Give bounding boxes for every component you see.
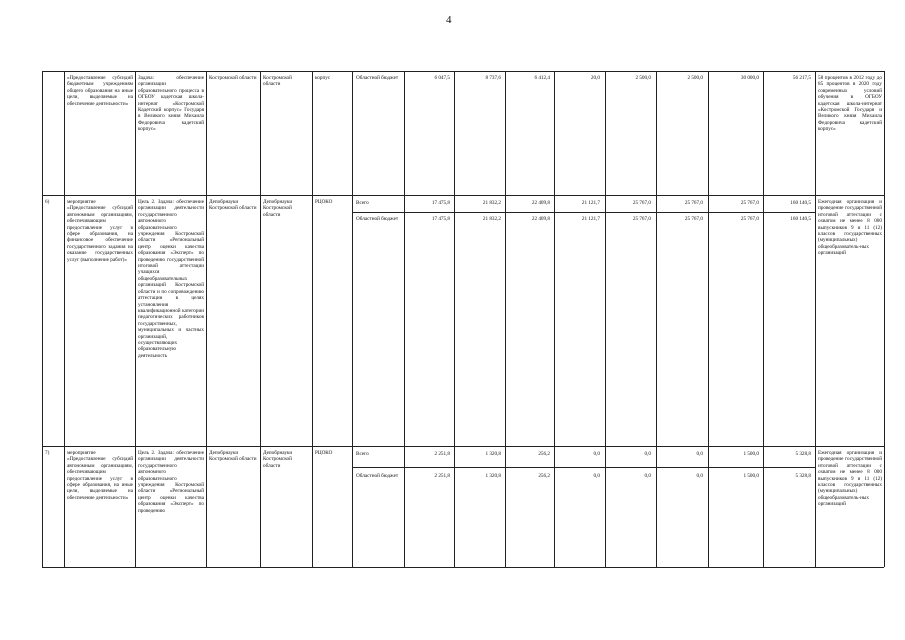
value-2013: 2 251,8 — [434, 451, 450, 457]
value-2016: 0,0 — [593, 451, 600, 457]
customer: Депобрнауки Костромской области — [209, 450, 257, 463]
executor: Костромской области — [263, 75, 292, 88]
value-2013: 17 475,8 — [431, 216, 450, 222]
value-2018: 25 767,0 — [684, 216, 703, 222]
value-2019: 1 500,0 — [743, 473, 759, 479]
value-2013: 2 251,8 — [434, 473, 450, 479]
page-number: 4 — [446, 14, 452, 26]
value-2016: 20,0 — [590, 75, 600, 81]
value-2018: 25 767,0 — [684, 200, 703, 206]
value-2017: 0,0 — [644, 451, 651, 457]
value-2019: 1 500,0 — [743, 451, 759, 457]
value-2018: 2 500,0 — [687, 75, 703, 81]
goal-task: Задача: обеспечение организации образовательного процесса в ОГБОУ кадетская школа-интернат «Костромской Кадетский корпус» Государя в Великого князя Михаила Федоровича кадетский корпус» — [138, 75, 204, 133]
goal-task: Цель 2. Задача: обеспечение организации деятельности государственного автономного образовательного учреждения Костромской области «Региональный центр оценки качества образования «Эксперт» по проведению — [138, 450, 204, 514]
value-2013: 6 047,5 — [434, 75, 450, 81]
funding-source: Областной бюджет — [356, 473, 399, 479]
value-2015: 256,2 — [538, 451, 550, 457]
value-2014: 21 832,2 — [482, 216, 501, 222]
value-2017: 25 767,0 — [632, 200, 651, 206]
value-2016: 21 121,7 — [581, 216, 600, 222]
value-2013: 17 475,8 — [431, 200, 450, 206]
executor: Депобрнауки Костромской области — [263, 450, 293, 469]
value-2014: 1 320,8 — [485, 451, 501, 457]
row-number: 6) — [45, 199, 50, 205]
value-2019: 25 767,0 — [740, 200, 759, 206]
value-total: 56 217,5 — [792, 75, 811, 81]
value-2018: 0,0 — [696, 451, 703, 457]
expected-result: 58 процентов в 2012 году до 85 процентов в 2020 году современных условий обучения в ОГБОУ кадетская школа-интернат «Костромской Государя и Великого князя Михаила Федоровича кадетский корпус» — [818, 75, 882, 133]
executor-short: корпус — [315, 75, 331, 81]
expected-result: Ежегодная организация и проведение государственной итоговой аттестации с охватом не менее 8 000 выпускников 9 и 11 (12) классов государственных (муниципальных) общеобразователь-ных организаций — [818, 199, 882, 257]
value-2017: 2 500,0 — [635, 75, 651, 81]
expected-result: Ежегодная организация и проведение государственной итоговой аттестации с охватом не менее 8 000 выпускников 9 и 11 (12) классов государственных (муниципальных) общеобразователь-ных организаций — [818, 450, 882, 508]
value-total: 5 328,8 — [795, 451, 811, 457]
value-2015: 22 409,8 — [531, 216, 550, 222]
value-2014: 8 737,6 — [485, 75, 501, 81]
funding-source: Областной бюджет — [356, 216, 399, 222]
measure-name: мероприятие «Предоставление субсидий автономным организациям, обеспечивающим предоставление услуг в сфере образования, на финансовое обеспечение государственного задания на оказание государственных услуг (выполнение работ)» — [67, 199, 133, 263]
value-2019: 30 000,0 — [740, 75, 759, 81]
measure-name: мероприятие «Предоставление субсидий автономным организациям, обеспечивающим предоставление услуг в сфере образования, на иные цели, выделяемые на обеспечение деятельности» — [67, 450, 133, 501]
value-2017: 25 767,0 — [632, 216, 651, 222]
value-2015: 22 409,8 — [531, 200, 550, 206]
funding-source: Всего — [356, 451, 369, 457]
funding-source: Областной бюджет — [356, 75, 399, 81]
executor-short: РЦОКО — [315, 450, 333, 456]
value-2016: 0,0 — [593, 473, 600, 479]
funding-source: Всего — [356, 200, 369, 206]
measure-name: «Предоставление субсидий бюджетным учреждениям общего образования на иные цели, выделяемые на обеспечение деятельности» — [67, 75, 133, 107]
customer: Депобрнауки Костромской области — [209, 199, 257, 212]
executor-short: РЦОКО — [315, 199, 333, 205]
value-2015: 256,2 — [538, 473, 550, 479]
value-2016: 21 121,7 — [581, 200, 600, 206]
value-total: 160 140,5 — [790, 216, 811, 222]
value-total: 160 140,5 — [790, 200, 811, 206]
goal-task: Цель 2. Задача: обеспечение организации деятельности государственного автономного образовательного учреждения Костромской области «Региональный центр оценки качества образования «Эксперт» по проведению государственной итоговой аттестации учащихся общеобразовательных организаций Костромской области и по сопровождению аттестации в целях установления квалификационной категории педагогических работников государственных, муниципальных и частных организаций, осуществляющих образовательную деятельность — [138, 199, 204, 359]
value-2015: 6 412,4 — [534, 75, 550, 81]
program-table — [42, 71, 884, 567]
value-2014: 1 320,8 — [485, 473, 501, 479]
row-number: 7) — [45, 450, 50, 456]
value-2019: 25 767,0 — [740, 216, 759, 222]
value-2018: 0,0 — [696, 473, 703, 479]
value-2014: 21 832,2 — [482, 200, 501, 206]
value-2017: 0,0 — [644, 473, 651, 479]
value-total: 5 328,8 — [795, 473, 811, 479]
executor: Депобрнауки Костромской области — [263, 199, 293, 218]
customer: Костромской области — [209, 75, 257, 81]
